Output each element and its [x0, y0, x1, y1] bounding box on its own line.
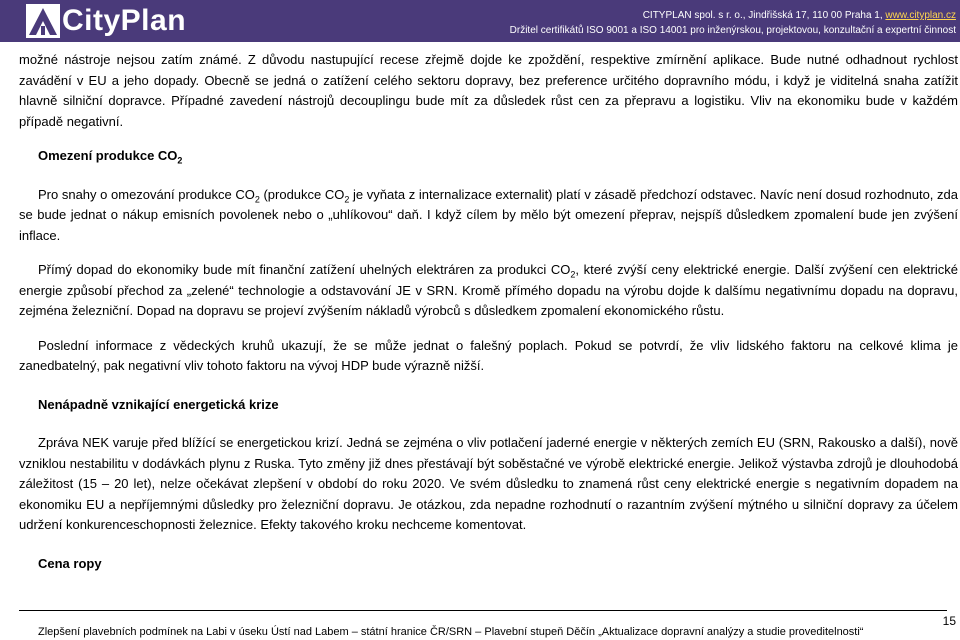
p2-part-a: Pro snahy o omezování produkce CO: [38, 186, 255, 202]
company-website-link[interactable]: www.cityplan.cz: [885, 10, 956, 21]
section-heading-energy-crisis: Nenápadně vznikající energetická krize: [38, 396, 279, 412]
section-heading-oil-price: Cena ropy: [38, 555, 102, 571]
p2-sub-1: 2: [254, 194, 260, 205]
certification-line: Držitel certifikátů ISO 9001 a ISO 14001 pro inženýrskou, projektovou, konzultační a expertní činnost: [509, 25, 956, 36]
paragraph-2: [19, 185, 958, 247]
page-header: [0, 0, 960, 42]
p2-sub-2: 2: [344, 194, 350, 205]
p3-sub: 2: [570, 269, 576, 280]
section-heading-co2: [38, 146, 958, 167]
p3-part-b: , které zvýší ceny elektrické energie. Další zvýšení cen elektrické energie způsobí přechod za „zelené“ technologie a odstavování JE v SRN. Kromě přímého dopadu na výrobu dojde k dalšímu negativnímu dopadu na dopravu, zejména železniční. Dopad na dopravu se projeví zvýšením nákladů výrobců s důsledkem zpomalení ekonomického růstu.: [19, 262, 958, 318]
footer-divider: [19, 610, 947, 611]
paragraph-5: Zpráva NEK varuje před blížící se energetickou krizí. Jedná se zejména o vliv potlačení jaderné energie v některých zemích EU (SRN, Rakousko a další), nově vzniklou nestabilitu v dodávkách plynu z Ruska. Tyto změny již dnes přestávají být soběstačné ve výrobě elektrické energie. Jelikož výstavba zdrojů je dlouhodobá záležitost (15 – 20 let), nelze očekávat zlepšení v období do roku 2020. Ve svém důsledku to znamená růst ceny elektrické energie s negativním dopadem na ekonomiku EU a nepříjemnými důsledky pro železniční dopravu. Je otázkou, zda nepadne rozhodnutí o razantním zvýšení mýtného u silniční dopravy za účelem udržení konkurenceschopnosti železnice. Efekty takového kroku nechceme komentovat.: [19, 435, 958, 532]
cityplan-logo-icon: [26, 4, 60, 38]
company-info: [510, 8, 956, 38]
page-number: 15: [942, 614, 956, 628]
p3-part-a: Přímý dopad do ekonomiky bude mít finanční zatížení uhelných elektráren za produkci CO: [38, 262, 571, 277]
company-address-line: [510, 8, 956, 23]
paragraph-1: možné nástroje nejsou zatím známé. Z důvodu nastupující recese zřejmě dojde ke zpoždění, respektive zmírnění aplikace. Bude nutné odhadnout rychlost zavádění v EU a jeho dopady. Obecně se jedná o zatížení celého sektoru dopravy, bez preference určitého dopravního módu, i když je viditelná snaha zatížit hlavně silniční dopravce. Případné zavedení nástrojů decouplingu bude mít za důsledek růst cen za přepravu a logistiku. Vliv na ekonomiku bude v každém případě negativní.: [19, 52, 958, 129]
paragraph-3: [19, 260, 958, 322]
heading-subscript: 2: [177, 155, 183, 166]
footer-text: Zlepšení plavebních podmínek na Labi v úseku Ústí nad Labem – státní hranice ČR/SRN – Plavební stupeň Děčín „Aktualizace dopravní analýzy a studie proveditelnosti“: [38, 626, 864, 638]
company-address: CITYPLAN spol. s r. o., Jindřišská 17, 110 00 Praha 1,: [642, 10, 883, 21]
document-body: [19, 50, 958, 574]
heading-text: Omezení produkce CO: [38, 148, 178, 163]
paragraph-4: Poslední informace z vědeckých kruhů ukazují, že se může jednat o falešný poplach. Pokud se potvrdí, že vliv lidského faktoru na celkové klima je zanedbatelný, pak negativní vliv tohoto faktoru na vývoj HDP bude výrazně nižší.: [19, 337, 958, 373]
p2-part-b: (produkce CO: [259, 186, 345, 202]
p2-part-c: je vyňata z internalizace externalit) platí v zásadě předchozí odstavec. Navíc není dosud rozhodnuto, zda se bude jednat o nákup emisních povolenek nebo o „uhlíkovou“ daň. I když cílem by mělo být omezení přeprav, nejspíš důsledkem zpomalení bude jen zvýšení inflace.: [19, 186, 958, 243]
logo-text: CityPlan: [62, 4, 187, 37]
